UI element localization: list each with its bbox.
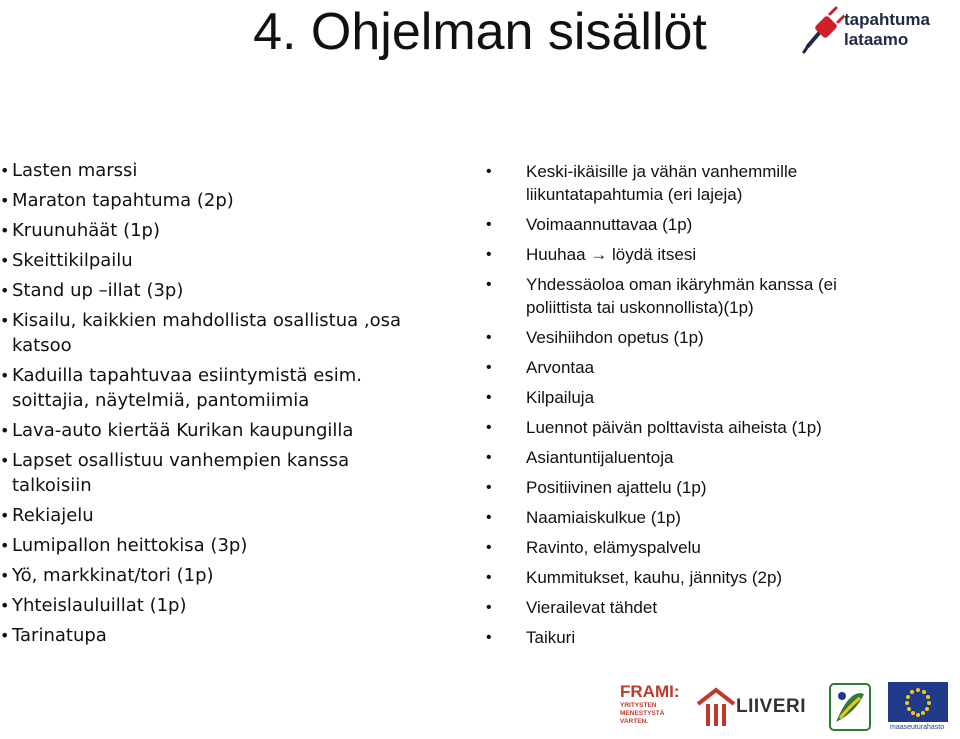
list-item: • Lumipallon heittokisa (3p): [0, 533, 460, 558]
leader-logo: [826, 682, 876, 734]
plug-icon: [800, 6, 844, 54]
eu-flag-icon: [888, 682, 948, 722]
frami-sub-1: YRITYSTEN: [620, 702, 657, 709]
liiveri-logo: [696, 682, 814, 734]
list-item: • Kilpailuja: [484, 386, 954, 409]
list-item: • Positiivinen ajattelu (1p): [484, 476, 954, 499]
list-item: • Ravinto, elämyspalvelu: [484, 536, 954, 559]
list-item: • Keski-ikäisille ja vähän vanhemmille liikuntatapahtumia (eri lajeja): [484, 160, 854, 206]
list-item: • Voimaannuttavaa (1p): [484, 213, 954, 236]
tapahtuma-lataamo-logo: [800, 4, 960, 56]
list-item: • Tarinatupa: [0, 623, 460, 648]
liiveri-word: LIIVERI: [736, 696, 807, 717]
frami-sub-2: MENESTYSTÄ: [620, 710, 665, 717]
frami-sub-3: VARTEN.: [620, 718, 649, 725]
list-item: • Naamiaiskulkue (1p): [484, 506, 954, 529]
brand-line-1: tapahtuma: [844, 10, 930, 29]
frami-word: FRAMI:: [620, 682, 680, 701]
frami-logo: [620, 682, 686, 734]
left-bullet-list: [0, 158, 460, 653]
list-item: • Lasten marssi: [0, 158, 460, 183]
list-item: • Kisailu, kaikkien mahdollista osallistua ,osa katsoo: [0, 308, 440, 358]
list-item: • Huuhaa → löydä itsesi: [484, 243, 954, 266]
brand-line-2: lataamo: [844, 30, 909, 49]
list-item: • Taikuri: [484, 626, 954, 649]
list-item: • Yhdessäoloa oman ikäryhmän kanssa (ei poliittista tai uskonnollista)(1p): [484, 273, 904, 319]
page-title: 4. Ohjelman sisällöt: [253, 3, 707, 61]
list-item: • Yö, markkinat/tori (1p): [0, 563, 460, 588]
list-item: • Yhteislauluillat (1p): [0, 593, 460, 618]
list-item: • Lava-auto kiertää Kurikan kaupungilla: [0, 418, 460, 443]
list-item: • Maraton tapahtuma (2p): [0, 188, 460, 213]
leader-icon: [826, 682, 874, 734]
list-item: • Kaduilla tapahtuvaa esiintymistä esim. soittajia, näytelmiä, pantomiimia: [0, 363, 400, 413]
list-item: • Stand up –illat (3p): [0, 278, 460, 303]
list-item: • Asiantuntijaluentoja: [484, 446, 954, 469]
list-item: • Kruunuhäät (1p): [0, 218, 460, 243]
eu-flag-logo: [888, 682, 954, 734]
list-item: • Skeittikilpailu: [0, 248, 460, 273]
sponsor-logos: [620, 682, 960, 734]
list-item: • Vierailevat tähdet: [484, 596, 954, 619]
list-item: • Arvontaa: [484, 356, 954, 379]
list-item: • Lapset osallistuu vanhempien kanssa talkoisiin: [0, 448, 380, 498]
list-item: • Vesihiihdon opetus (1p): [484, 326, 954, 349]
list-item: • Rekiajelu: [0, 503, 460, 528]
list-item: • Kummitukset, kauhu, jännitys (2p): [484, 566, 954, 589]
right-bullet-list: [484, 160, 954, 656]
liiveri-roof-icon: [696, 684, 736, 732]
eu-caption: maaseuturahasto: [890, 724, 945, 731]
list-item: • Luennot päivän polttavista aiheista (1p): [484, 416, 954, 439]
